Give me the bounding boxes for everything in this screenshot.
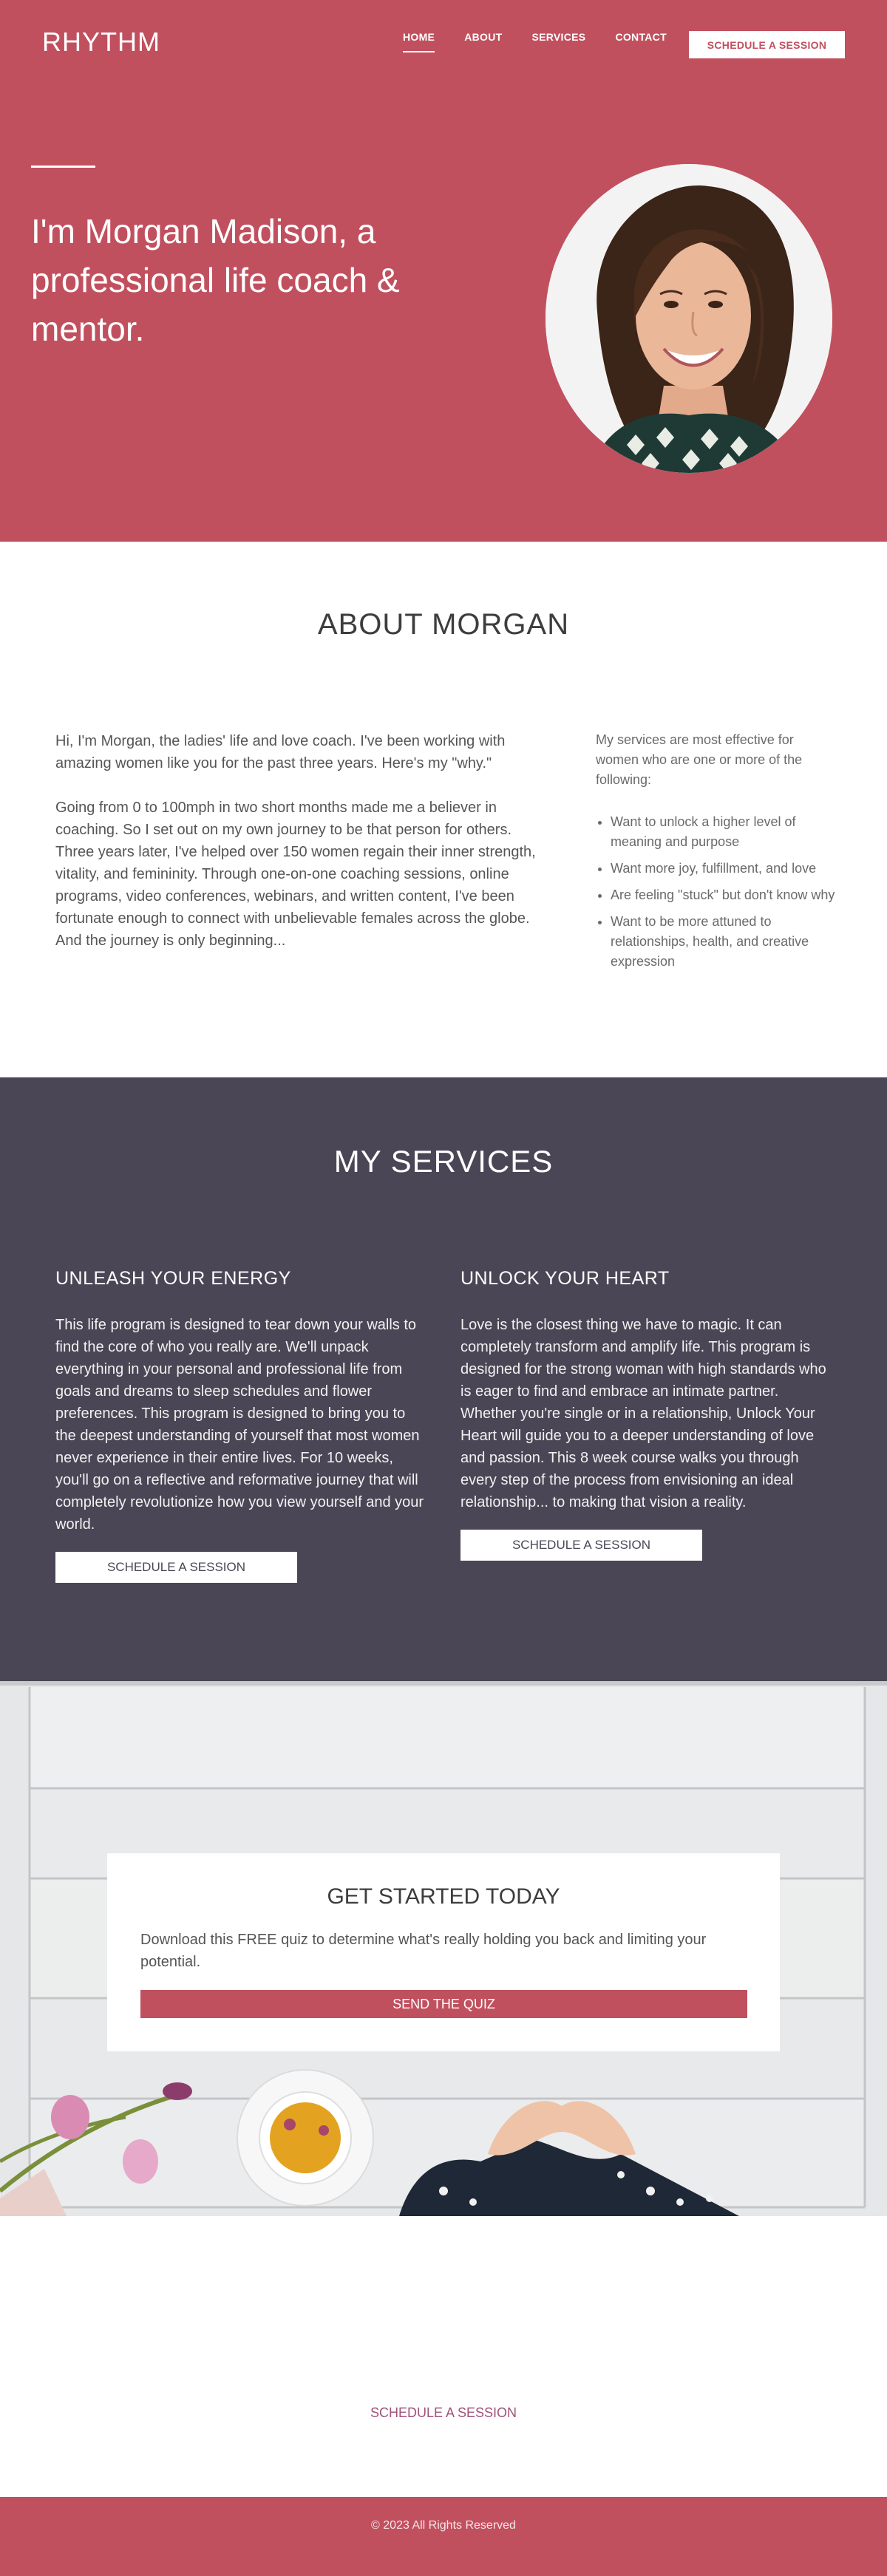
schedule-session-nav-button[interactable]: SCHEDULE A SESSION	[689, 31, 845, 58]
service-description: This life program is designed to tear down your walls to find the core of who you really are. We'll unpack everything in your personal and professional life from goals and dreams to sleep schedules and flower preferences. This program is designed to bring you to the deepest understanding of yourself that most women never experience in their entire lives. For 10 weeks, you'll go on a reflective and reformative journey that will completely revolutionize how you view yourself and your world.	[55, 1317, 424, 1533]
about-section	[0, 542, 887, 1077]
services-heading: MY SERVICES	[333, 1144, 554, 1179]
portrait-illustration	[546, 164, 832, 473]
get-started-heading: GET STARTED TODAY	[327, 1884, 560, 1909]
list-item: • Want more joy, fulfillment, and love	[611, 859, 840, 879]
copyright-text: © 2023 All Rights Reserved	[371, 2519, 516, 2532]
nav-contact[interactable]: CONTACT	[615, 31, 667, 43]
about-paragraph-1: Hi, I'm Morgan, the ladies' life and love coach. I've been working with amazing women like you for the past three years. Here's my "why."	[55, 733, 506, 771]
about-side-intro: My services are most effective for women who are one or more of the following:	[596, 732, 803, 787]
hero-divider	[31, 166, 95, 168]
about-paragraph-2-text: Going from 0 to 100mph in two short months made me a believer in coaching. So I set out on my own journey to be that person for others. Three years later, I've helped over 150 women regain their inner strength, vitality, and femininity. Through one-on-one coaching sessions, online programs, video conferences, webinars, and written content, I've been fortunate enough to connect with unbelievable females across the globe.	[55, 800, 536, 927]
send-quiz-button[interactable]: SEND THE QUIZ	[140, 1990, 747, 2018]
about-body	[55, 730, 551, 952]
service-title: UNLEASH YOUR ENERGY	[55, 1268, 291, 1289]
hero-title: I'm Morgan Madison, a professional life coach & mentor.	[31, 212, 400, 348]
get-started-section	[0, 1681, 887, 2216]
brand-logo[interactable]: RHYTHM	[42, 27, 160, 57]
tea-cup	[237, 2070, 373, 2206]
about-sidebar	[596, 730, 840, 978]
get-started-description: Download this FREE quiz to determine what's really holding you back and limiting your potential.	[140, 1932, 707, 1970]
cta-section	[0, 2216, 887, 2497]
schedule-session-button[interactable]: SCHEDULE A SESSION	[461, 1530, 702, 1561]
about-paragraph-2	[55, 797, 551, 952]
list-item: • Want to be more attuned to relationships, health, and creative expression	[611, 912, 840, 972]
nav-home[interactable]: HOME	[403, 31, 435, 43]
about-heading: ABOUT MORGAN	[317, 608, 570, 641]
nav-services[interactable]: SERVICES	[531, 31, 586, 43]
quiz-card	[107, 1853, 780, 2051]
portrait-photo	[546, 164, 832, 473]
list-item: • Are feeling "stuck" but don't know why	[611, 885, 840, 905]
services-section	[0, 1077, 887, 1681]
about-side-list	[596, 812, 840, 972]
nav-about[interactable]: ABOUT	[464, 31, 503, 43]
service-unleash-energy	[55, 1268, 425, 1583]
hero-section	[0, 0, 887, 542]
list-item: • Want to unlock a higher level of meaning and purpose	[611, 812, 840, 852]
service-description: Love is the closest thing we have to magic. It can completely transform and amplify life. This program is designed for the strong woman with high standards who is eager to find and embrace an intimate partner. Whether you're single or in a relationship, Unlock Your Heart will guide you to a deeper understanding of love and passion. This 8 week course walks you through every step of the process from envisioning an ideal relationship... to making that vision a reality.	[461, 1317, 826, 1510]
main-nav	[403, 31, 696, 43]
about-paragraph-3-text: And the journey is only beginning...	[55, 933, 286, 949]
schedule-session-button[interactable]: SCHEDULE A SESSION	[55, 1552, 297, 1583]
service-title: UNLOCK YOUR HEART	[461, 1268, 670, 1289]
footer	[0, 2497, 887, 2576]
service-unlock-heart	[461, 1268, 830, 1561]
schedule-session-link[interactable]: SCHEDULE A SESSION	[370, 2405, 517, 2420]
